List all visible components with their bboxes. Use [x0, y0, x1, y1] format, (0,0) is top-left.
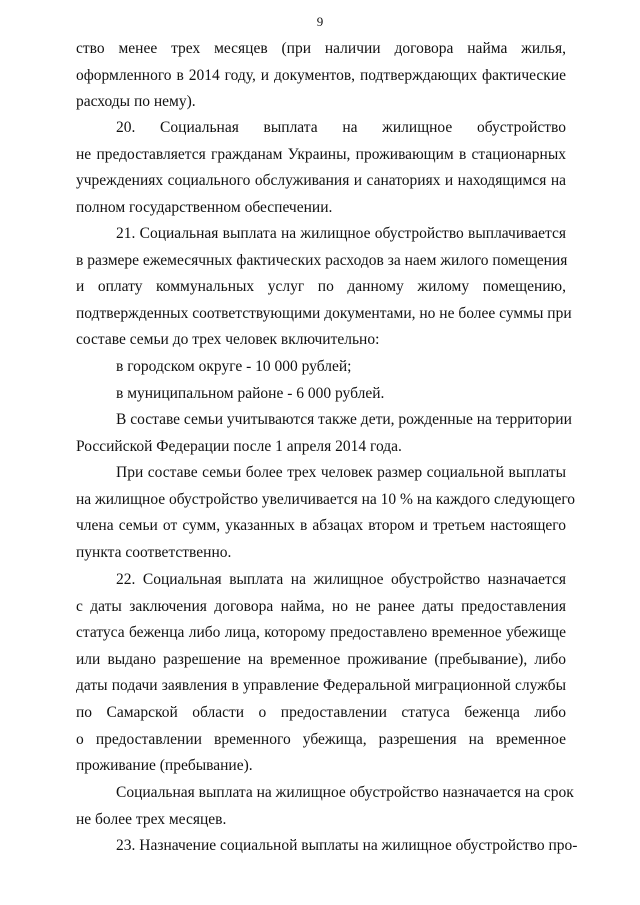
text-line: При составе семьи более трех человек размер социальной выплаты: [116, 464, 566, 481]
paragraph: [76, 115, 566, 221]
text-line: на жилищное обустройство увеличивается на 10 % на каждого следующего: [76, 490, 576, 508]
text-line: оформленного в 2014 году, и документов, подтверждающих фактические: [76, 66, 566, 84]
paragraph: [76, 221, 572, 354]
text-line: 22. Социальная выплата на жилищное обустройство назначается: [116, 571, 566, 588]
text-line: статуса беженца либо лица, которому предоставлено временное убежище: [76, 624, 566, 642]
text-line: 20. Социальная выплата на жилищное обустройство: [116, 119, 566, 136]
text-line: о предоставлении временного убежища, разрешения на временное: [76, 730, 566, 748]
text-line: или выдано разрешение на временное проживание (пребывание), либо: [76, 650, 566, 668]
text-line: Социальная выплата на жилищное обустройство назначается на срок: [116, 784, 574, 801]
text-line: полном государственном обеспечении.: [76, 198, 333, 216]
text-line: в городском округе - 10 000 рублей;: [116, 358, 352, 375]
text-line: в размере ежемесячных фактических расходов за наем жилого помещения: [76, 251, 568, 269]
paragraph: [76, 407, 572, 460]
text-line: 23. Назначение социальной выплаты на жилищное обустройство про-: [116, 837, 578, 854]
text-line: 21. Социальная выплата на жилищное обустройство выплачивается: [116, 225, 566, 242]
text-line: даты подачи заявления в управление Федеральной миграционной службы: [76, 677, 566, 695]
text-line: подтвержденных соответствующими документами, но не более суммы при: [76, 304, 572, 322]
text-line: расходы по нему).: [76, 93, 196, 111]
text-line: учреждениях социального обслуживания и санаториях и находящимся на: [76, 172, 566, 190]
paragraph: [76, 833, 578, 860]
paragraph: [76, 567, 566, 780]
paragraph: [76, 354, 566, 407]
text-line: не более трех месяцев.: [76, 810, 227, 828]
text-line: и оплату коммунальных услуг по данному жилому помещению,: [76, 278, 566, 296]
text-line: члена семьи от сумм, указанных в абзацах втором и третьем настоящего: [76, 517, 566, 535]
text-line: проживание (пребывание).: [76, 757, 253, 775]
paragraph: [76, 36, 566, 116]
page-number: 9: [316, 14, 324, 29]
text-line: В составе семьи учитываются также дети, рожденные на территории: [116, 411, 572, 428]
text-line: Российской Федерации после 1 апреля 2014 года.: [76, 437, 402, 455]
text-line: составе семьи до трех человек включительно:: [76, 331, 380, 349]
text-line: пункта соответственно.: [76, 543, 232, 561]
text-line: в муниципальном районе - 6 000 рублей.: [116, 384, 385, 402]
text-line: с даты заключения договора найма, но не ранее даты предоставления: [76, 597, 566, 615]
text-line: не предоставляется гражданам Украины, проживающим в стационарных: [76, 145, 566, 163]
text-line: ство менее трех месяцев (при наличии договора найма жилья,: [76, 40, 566, 57]
text-line: по Самарской области о предоставлении статуса беженца либо: [76, 703, 566, 721]
paragraph: [76, 460, 576, 566]
paragraph: [76, 780, 574, 833]
